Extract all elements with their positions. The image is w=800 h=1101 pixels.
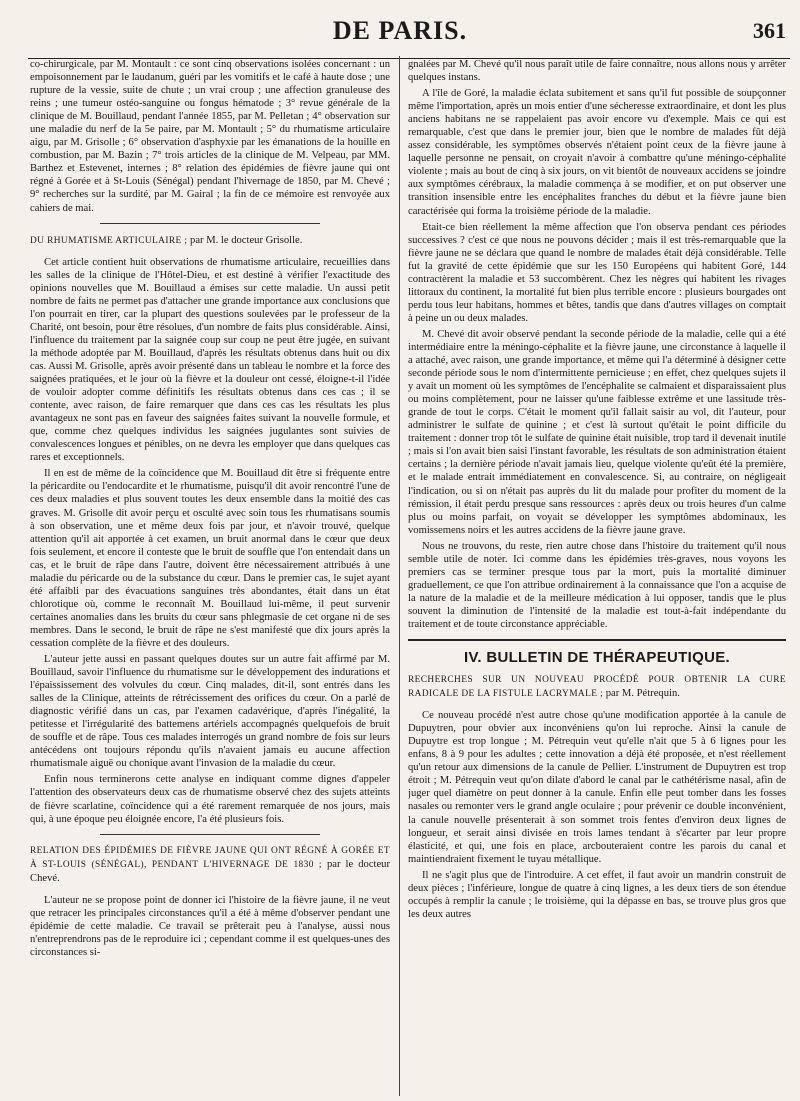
paragraph: Il en est de même de la coïncidence que M. Bouillaud dit être si fréquente entre la péricardite ou l'endocardite et le rhumatisme, puisqu'il dit avoir rencontré l'une de ces deux maladies et plus souvent toutes les deux ensemble dans la moitié des cas graves. M. Grisolle dit avoir perçu et osculté avec soin tous les rhumatisans soumis à son observation, une et même deux fois par jour, et n'avoir trouvé, quelque attention qu'il ait apportée à cet examen, un bruit anormal dans le cœur que deux fois seulement, et encore il conteste que le bruit de souffle que l'on entendait dans un cas, et le bruit de râpe dans l'autre, doivent être nécessairement attribués à une maladie du péricarde ou de la substance du cœur. Dans le premier cas, le sujet ayant été affaibli par des évacuations sanguines très abondantes, était dans un état chlorotique où, comme le reconnaît M. Bouillaud lui-même, il peut survenir certaines anomalies dans les bruits du cœur sans phlegmasie de cet organe ni de ses membres. Dans le second, le bruit de râpe ne s'est manifesté que dix jours après la cessation complète de la fièvre et des douleurs. (30, 468, 390, 649)
article-title: DU RHUMATISME ARTICULAIRE ; (30, 235, 188, 246)
article-title: RELATION DES ÉPIDÉMIES DE FIÈVRE JAUNE QUI ONT RÉGNÉ À GORÉE ET À ST-LOUIS (SÉNÉGAL), PENDANT L'HIVERNAGE DE 1830 ; (30, 845, 390, 870)
running-title: DE PARIS. (332, 16, 468, 45)
article-title: RECHERCHES SUR UN NOUVEAU PROCÉDÉ POUR OBTENIR LA CURE RADICALE DE LA FISTULE LACRYMALE ; (408, 675, 786, 700)
left-column (30, 58, 390, 1098)
paragraph: A l'île de Goré, la maladie éclata subitement et sans qu'il fut possible de soupçonner même l'importation, après un mois entier d'une sécheresse extraordinaire, et dont les plus anciens habitans ne se rappelaient pas avoir encore vu d'exemple. Mais ce qui est remarquable, c'est que dans le premier jour, bien que le nombre de malades fût déjà assez considérable, les symptômes observés n'étaient point ceux de la fièvre jaune à laquelle personne ne pensait, on croyait n'avoir à combattre qu'une méningo-céphalite violente ; mais au bout de cinq à six jours, on vit bientôt de nouveaux accidens se joindre aux symptômes cérébraux, la maladie commença à se modifier, et on put observer une transition insensible entre les encéphalites franches du début et la fièvre jaune bien caractérisée qui forma la troisième période de la maladie. (408, 88, 786, 217)
right-column (408, 58, 786, 1098)
paragraph: co-chirurgicale, par M. Montault : ce sont cinq observations isolées concernant : un empoisonnement par le laudanum, guéri par les vomitifs et le café à haute dose ; une rupture de la vessie, suite de chute ; un vrai croup ; une affection granuleuse des reins ; une tumeur ostéo-sanguine ou fongus hématode ; 3° revue générale de la clinique de M. Bouillaud, pendant l'année 1855, par M. Pelletan ; 4° observation sur une maladie du nerf de la 5e paire, par M. Montault ; 5° du rhumatisme articulaire aigu, par M. Grisolle ; 6° observation d'asphyxie par les émanations de la houille en combustion, par M. Bazin ; 7° trois articles de la clinique de M. Velpeau, par MM. Barthez et Estevenet, internes ; 8° relation des épidémies de fièvre jaune qui ont régné à Gorée et à St-Louis (Sénégal) pendant l'hivernage de 1850, par M. Chevé ; 9° recherches sur la surdité, par M. Gairal ; la fin de ce mémoire est renvoyée aux cahiers de mai. (30, 59, 390, 214)
page-header (0, 8, 800, 50)
paragraph: Il ne s'agit plus que de l'introduire. A cet effet, il faut avoir un mandrin construit de deux pièces ; l'inférieure, longue de quatre à cinq lignes, a les deux tiers de son étendue occupés à remplir la canule ; le troisième, qui la dépasse en bas, se trouve plus gros que les deux autres (408, 869, 786, 920)
paragraph: L'auteur ne se propose point de donner ici l'histoire de la fièvre jaune, il ne veut que retracer les principales circonstances qu'il a été à même d'observer pendant une épidémie de cette maladie. Ce travail se prêterait peu à l'analyse, aussi nous n'entreprendrons pas de le reproduire ici ; cependant comme il est quelques-unes des circonstances si- (30, 894, 390, 958)
column-divider (399, 56, 400, 1096)
article-heading (408, 674, 786, 701)
article-author: par M. Pétrequin. (603, 688, 680, 700)
article-heading (30, 845, 390, 886)
paragraph: Cet article contient huit observations de rhumatisme articulaire, recueillies dans les salles de la clinique de l'Hôtel-Dieu, et est destiné à vérifier l'exactitude des opinions nouvelles que M. Bouillaud a émises sur cette maladie. Un aussi petit nombre de faits ne permet pas d'attacher une grande importance aux conclusions que l'on pourrait en tirer, car la plupart des questions soulevées par le professeur de la Charité, ont besoin, pour être résolues, d'un nombre de faits plus considérable. Ainsi, l'influence du traitement par la saignée coup sur coup ne peut être jugée, en suivant la méthode adoptée par M. Bouillaud, d'après les résultats obtenus dans huit ou dix cas. Aussi M. Grisolle, après avoir présenté dans un tableau le nombre et la force des saignées pratiquées, et le jour où la fièvre et la douleur ont cessé, éloigne-t-il l'idée de vouloir adopter comme définitifs les résultats obtenus dans ces cas ; il se contente, avec raison, de faire remarquer que dans ces cas les résultats les plus avantageux ne sont pas en faveur des saignées faites suivant la nouvelle formule, et que, comme chez quelques individus les saignées jugulantes sont suivies de convalescences longues et pénibles, on ne devra les employer que dans quelques cas rares et exceptionnels. (30, 256, 390, 464)
separator-rule (100, 223, 320, 224)
paragraph: Nous ne trouvons, du reste, rien autre chose dans l'histoire du traitement qu'il nous semble utile de noter. Ici comme dans les épidémies très-graves, nous voyons les premiers cas se terminer presque tous par la mort, puis la mortalité diminuer graduellement, ce que l'on attribue ordinairement à la connaissance que l'on a acquise de la nature de la maladie et de la meilleure médication à lui opposer, tandis que le plus souvent la diminution de l'intensité de la maladie est tout-à-fait indépendante du traitement et de toute circonstance appréciable. (408, 540, 786, 630)
paragraph: M. Chevé dit avoir observé pendant la seconde période de la maladie, celle qui a été intermédiaire entre la méningo-céphalite et la fièvre jaune, une circonstance à laquelle il a attaché, avec raison, une grande importance, et même qui l'a déterminé à désigner cette seconde période sous le nom d'intermittente pernicieuse ; en effet, chez quelques sujets il y avait un moment où les symptômes de l'encéphalite se calmaient et disparaissaient plus ou moins complètement, pour ne laisser qu'une faiblesse extrême et une lassitude très-grande de tout le corps. C'était le moment qu'il fallait saisir au vol, dit l'auteur, pour administrer le sulfate de quinine ; et c'est là surtout qu'était le point difficile du traitement : donner trop tôt le sulfate de quinine était nuisible, trop tard il devenait inutile ; mais si l'on avait bien saisi l'instant favorable, les résultats de son administration étaient certains ; la dernière période n'avait jamais lieu, quelque violente qu'eût été la première, et le malade entrait immédiatement en convalescence. Si, au contraire, on négligeait l'indication, ou si on n'était pas auprès du lit du malade pour profiter du moment de la rémission, il était perdu presque sans ressources : après deux ou trois heures d'un calme plus ou moins parfait, on voyait se développer les symptômes abdominaux, les vomissemens noirs et les autres accidens de la fièvre jaune grave. (408, 328, 786, 536)
paragraph: gnalées par M. Chevé qu'il nous paraît utile de faire connaître, nous allons nous y arrêter quelques instans. (408, 59, 786, 84)
article-author: par M. le docteur Grisolle. (187, 234, 303, 246)
separator-rule (100, 834, 320, 835)
paragraph: Enfin nous terminerons cette analyse en indiquant comme dignes d'appeler l'attention des observateurs deux cas de rhumatisme observé chez des sujets atteints de fièvre scarlatine, coïncidence qui a été rarement remarquée de nos jours, mais qui, à une époque peu éloignée encore, l'a été plusieurs fois. (30, 774, 390, 825)
paragraph: L'auteur jette aussi en passant quelques doutes sur un autre fait affirmé par M. Bouillaud, savoir l'influence du rhumatisme sur le développement des indurations et l'épaississement des volvules du cœur. Cinq malades, dit-il, sont entrés dans les salles de la Clinique, atteints de rétrécissement des orifices du cœur. On a parlé de diagnostic vérifié dans un cas, par l'examen cadavérique, d'après l'inégalité, la petitesse et l'irrégularité des battemens artériels accompagnés quelquefois de bruit de souffle et de râpe. Tous ces malades interrogés un grand nombre de fois sur leurs antécédens ont toujours répondu qu'ils n'avaient jamais eu aucune affection rhumatismale aiguë ou chonique avant l'invasion de la maladie du cœur. (30, 654, 390, 770)
section-title: IV. BULLETIN DE THÉRAPEUTIQUE. (464, 649, 730, 667)
paragraph: Ce nouveau procédé n'est autre chose qu'une modification apportée à la canule de Dupuytren, pour obvier aux inconvéniens qu'on lui reproche. Ainsi la canule de Dupuytre est trop longue ; M. Pétrequin veut qu'elle n'ait que 5 à 6 lignes pour les enfans, 8 à 9 pour les adultes ; cette innovation a déjà été proposée, et n'est réellement qu'un retour aux dimensions de la canule de Pellier. L'instrument de Dupuytren est trop étroit ; M. Pétrequin veut qu'on dilate d'abord le canal par le cathétérisme nasal, afin de juger quel diamètre on peut donner à la canule. Enfin elle peut tomber dans les fosses nasales ou remonter vers le grand angle oculaire ; pour prévenir ce double inconvénient, la canule nouvelle présenterait à son sommet trois fentes d'environ deux lignes de longueur, et serait ainsi divisée en trois lames tendant à s'écarter par leur propre élasticité, et qui, une fois en place, arcbouteraient contre les parois du canal et maintiendraient fixement le tuyau métallique. (408, 710, 786, 865)
section-rule (408, 639, 786, 641)
article-heading (30, 234, 390, 248)
article-author: par le docteur Chevé. (30, 858, 390, 884)
paragraph: Etait-ce bien réellement la même affection que l'on observa pendant ces périodes successives ? c'est ce que nous ne pouvons décider ; mais il est très-remarquable que la fièvre jaune ne se déclara que quand le nombre de malades était déjà considérable. Telle fut la gravité de cette épidémie que sur les 150 Européens qui habitent Goré, 144 contractèrent la maladie et 53 succombèrent. Chez les nègres qui habitent les rivages littoraux du continent, la mortalité fut bien plus terrible encore : plusieurs bourgades ont perdu tous leur habitans, hommes et bêtes, tandis que dans d'autres villages on comptait à peine un ou deux malades. (408, 221, 786, 324)
page-number: 361 (753, 18, 786, 43)
